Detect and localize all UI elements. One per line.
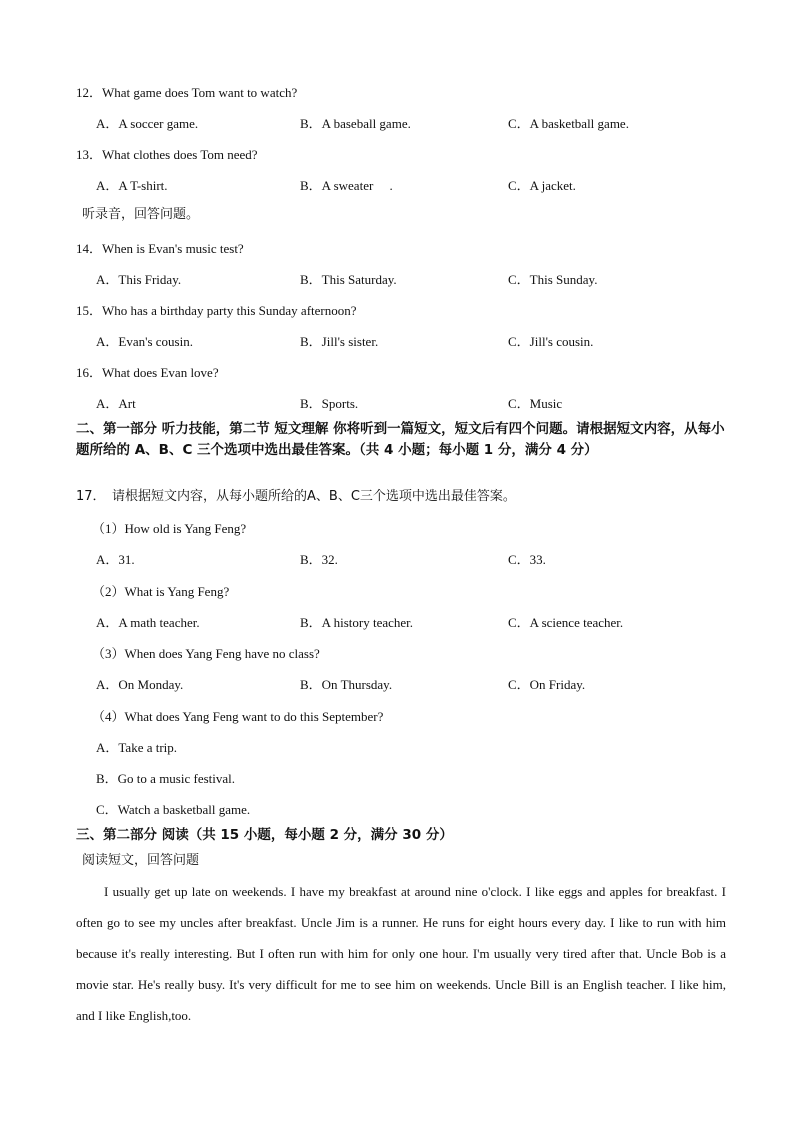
question-17-4-option-b: B．Go to a music festival. — [96, 771, 236, 786]
question-16-stem: 16．What does Evan love? — [76, 365, 219, 380]
reading-passage — [76, 876, 726, 1031]
question-14-option-c: C．This Sunday. — [508, 272, 598, 287]
question-17-2-option-a: A．A math teacher. — [96, 615, 200, 630]
question-12-option-a: A．A soccer game. — [96, 116, 199, 131]
question-17-3-option-b: B．On Thursday. — [300, 677, 393, 692]
question-13-stem: 13．What clothes does Tom need? — [76, 147, 258, 162]
question-17-2-option-c: C．A science teacher. — [508, 615, 624, 630]
question-14-option-b: B．This Saturday. — [300, 272, 397, 287]
question-17-stem: 17． 请根据短文内容，从每小题所给的A、B、C三个选项中选出最佳答案。 — [76, 489, 516, 504]
question-14-option-a: A．This Friday. — [96, 272, 182, 287]
question-16-option-a: A．Art — [96, 396, 136, 411]
question-15-option-a: A．Evan's cousin. — [96, 334, 193, 349]
passage-text: I usually get up late on weekends. I have my breakfast at around nine o'clock. I like eggs and apples for breakfast. I often go to see my uncles after breakfast. Uncle Jim is a runner. He runs for eight hours every day. I like to run with him because it's really interesting. But I often run with him for only one hour. I'm usually very tired after that. Uncle Bob is a movie star. He's really busy. It's very difficult for me to see him on weekends. Uncle Bill is an English teacher. I like him, and I like English,too. — [76, 884, 726, 1023]
question-16-option-c: C．Music — [508, 396, 563, 411]
question-17-2-stem: （2）What is Yang Feng? — [92, 584, 230, 599]
question-17-1-option-a: A．31. — [96, 552, 135, 567]
question-17-3-stem: （3）When does Yang Feng have no class? — [92, 646, 320, 661]
section-2-header: 二、第一部分 听力技能，第二节 短文理解 你将听到一篇短文，短文后有四个问题。请根据短文内容，从每小题所给的 A、B、C 三个选项中选出最佳答案。（共 4 小题；每小题 1 分，满分 4 分） — [76, 421, 725, 458]
question-14-stem: 14．When is Evan's music test? — [76, 241, 244, 256]
section-3-header: 三、第二部分 阅读（共 15 小题，每小题 2 分，满分 30 分） — [76, 827, 453, 843]
question-17-3-option-c: C．On Friday. — [508, 677, 586, 692]
question-15-option-c: C．Jill's cousin. — [508, 334, 594, 349]
question-12-option-b: B．A baseball game. — [300, 116, 411, 131]
question-17-1-option-b: B．32. — [300, 552, 338, 567]
question-13-option-c: C．A jacket. — [508, 178, 576, 193]
question-17-1-option-c: C．33. — [508, 552, 546, 567]
question-17-4-option-a: A．Take a trip. — [96, 740, 178, 755]
question-13-option-a: A．A T-shirt. — [96, 178, 168, 193]
reading-instruction: 阅读短文，回答问题 — [82, 853, 200, 868]
question-15-option-b: B．Jill's sister. — [300, 334, 379, 349]
question-17-4-option-c: C．Watch a basketball game. — [96, 802, 251, 817]
question-16-option-b: B．Sports. — [300, 396, 359, 411]
listening-instruction: 听录音，回答问题。 — [82, 207, 200, 222]
question-17-2-option-b: B．A history teacher. — [300, 615, 414, 630]
question-17-4-stem: （4）What does Yang Feng want to do this September? — [92, 709, 384, 724]
question-13-option-b: B．A sweater . — [300, 178, 393, 193]
question-12-option-c: C．A basketball game. — [508, 116, 629, 131]
question-15-stem: 15．Who has a birthday party this Sunday afternoon? — [76, 303, 357, 318]
question-12-stem: 12．What game does Tom want to watch? — [76, 85, 298, 100]
question-17-1-stem: （1）How old is Yang Feng? — [92, 521, 247, 536]
question-17-3-option-a: A．On Monday. — [96, 677, 184, 692]
